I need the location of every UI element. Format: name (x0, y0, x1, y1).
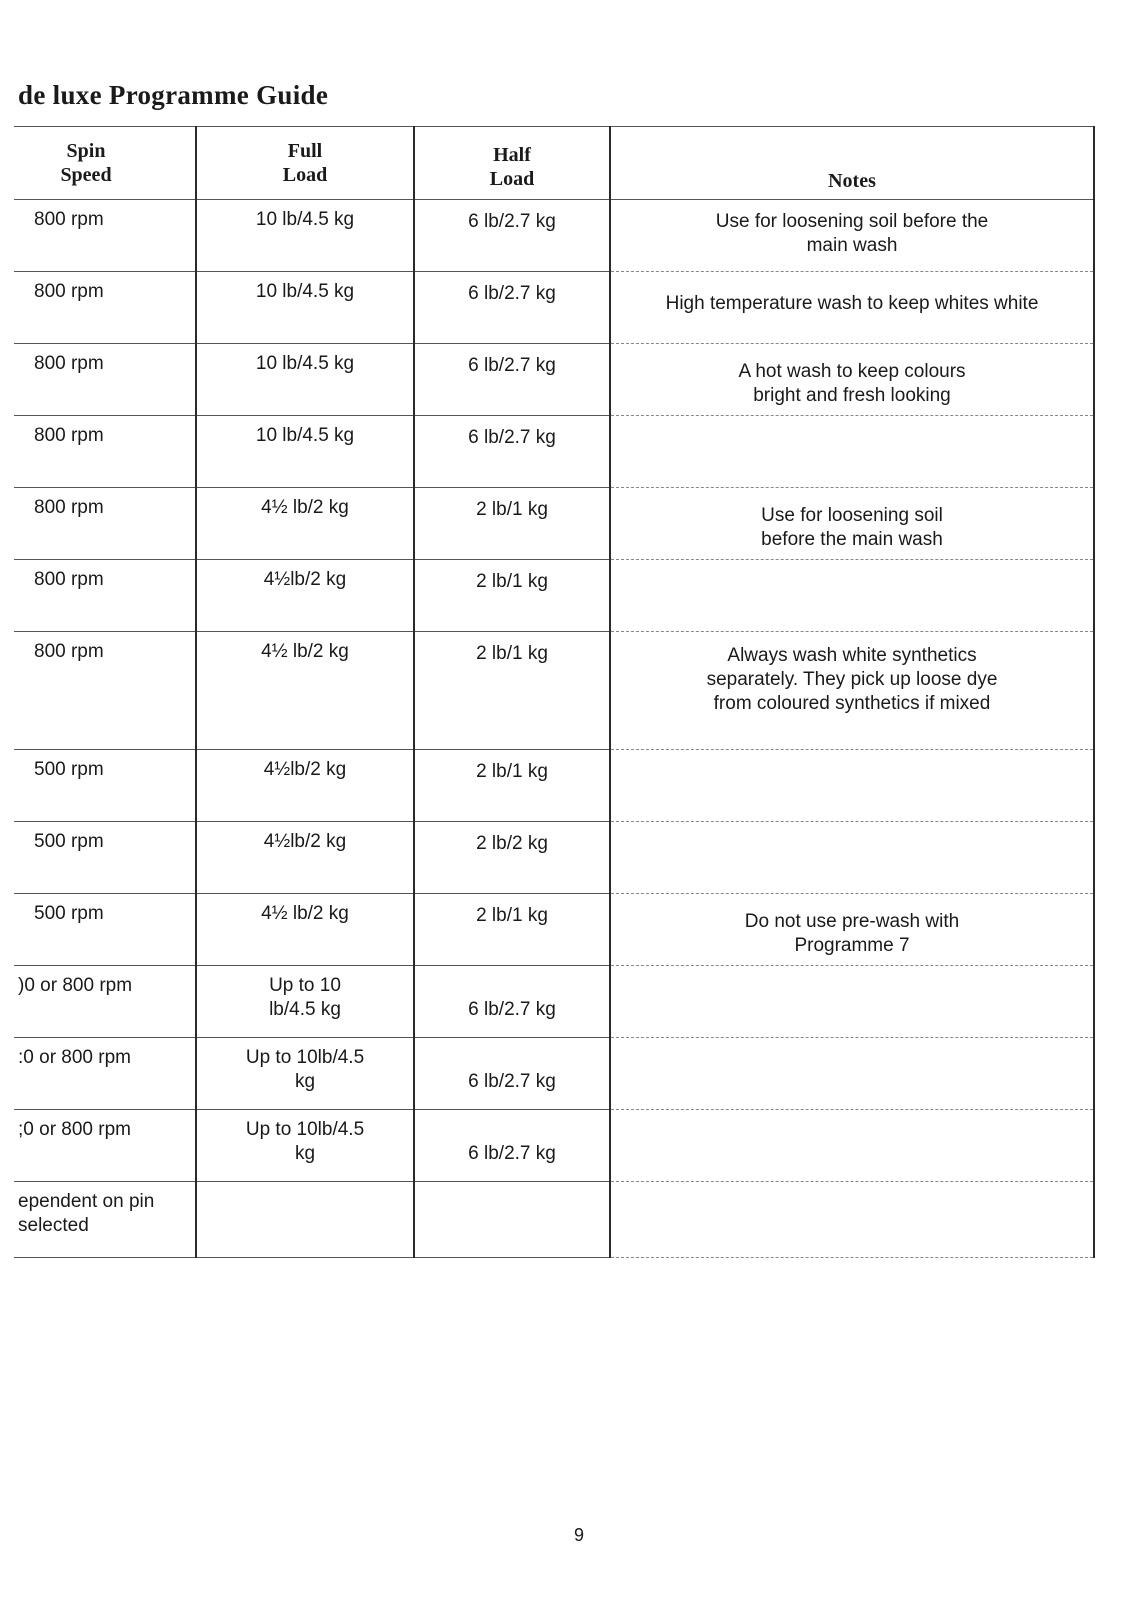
full-load-value: 4½lb/2 kg (263, 831, 347, 852)
full-load-value: 4½ lb/2 kg (261, 497, 349, 518)
spin-speed-value: )0 or 800 rpm (18, 975, 133, 996)
spin-speed-cell (14, 416, 196, 488)
note-text: Use for loosening soil before the main wash (715, 211, 989, 256)
half-load-value: 6 lb/2.7 kg (468, 1071, 556, 1092)
full-load-value (197, 1182, 413, 1190)
half-load-cell (414, 416, 610, 488)
note-text (611, 822, 1093, 832)
full-load-cell (196, 750, 414, 822)
spin-speed-value: 800 rpm (34, 425, 104, 446)
spin-speed-cell (14, 560, 196, 632)
notes-cell (610, 344, 1094, 416)
notes-cell (610, 488, 1094, 560)
table-row (14, 894, 1094, 966)
spin-speed-value: ependent on pin selected (18, 1191, 155, 1236)
page-title: de luxe Programme Guide (18, 80, 329, 110)
notes-cell (610, 1110, 1094, 1182)
half-load-cell (414, 200, 610, 272)
half-load-cell (414, 1038, 610, 1110)
table-header-row (14, 127, 1094, 200)
spin-speed-value: 500 rpm (34, 831, 104, 852)
header-full-load (196, 127, 414, 200)
full-load-value: 10 lb/4.5 kg (255, 353, 355, 374)
full-load-value: Up to 10lb/4.5 kg (245, 1047, 365, 1092)
spin-speed-cell (14, 966, 196, 1038)
notes-cell (610, 894, 1094, 966)
spin-speed-value: 800 rpm (34, 569, 104, 590)
spin-speed-cell (14, 1182, 196, 1258)
half-load-cell (414, 966, 610, 1038)
spin-speed-cell (14, 632, 196, 750)
half-load-cell (414, 750, 610, 822)
full-load-cell (196, 272, 414, 344)
notes-cell (610, 200, 1094, 272)
header-notes (610, 127, 1094, 200)
full-load-value: Up to 10 lb/4.5 kg (269, 975, 341, 1020)
full-load-cell (196, 1038, 414, 1110)
half-load-value: 6 lb/2.7 kg (468, 999, 556, 1020)
notes-cell (610, 750, 1094, 822)
half-load-value: 2 lb/1 kg (476, 571, 548, 592)
full-load-cell (196, 200, 414, 272)
header-spin-speed (14, 127, 196, 200)
note-text (611, 1038, 1093, 1048)
notes-cell (610, 822, 1094, 894)
header-half-load-label: Half Load (489, 144, 535, 190)
header-spin-speed-label: Spin Speed (60, 140, 112, 186)
header-full-load-label: Full Load (282, 140, 328, 186)
spin-speed-cell (14, 750, 196, 822)
table-row (14, 272, 1094, 344)
spin-speed-value: 800 rpm (34, 209, 104, 230)
full-load-value: 10 lb/4.5 kg (255, 425, 355, 446)
note-text (611, 966, 1093, 976)
spin-speed-cell (14, 272, 196, 344)
spin-speed-value: :0 or 800 rpm (18, 1047, 131, 1068)
spin-speed-cell (14, 488, 196, 560)
half-load-value: 2 lb/1 kg (476, 643, 548, 664)
half-load-value: 2 lb/1 kg (476, 761, 548, 782)
spin-speed-value: 500 rpm (34, 903, 104, 924)
table-row (14, 560, 1094, 632)
table-row (14, 488, 1094, 560)
notes-cell (610, 632, 1094, 750)
half-load-value (415, 1182, 609, 1192)
table-row (14, 632, 1094, 750)
note-text: High temperature wash to keep whites white (665, 293, 1039, 314)
half-load-value: 6 lb/2.7 kg (468, 1143, 556, 1164)
header-notes-label: Notes (828, 170, 876, 192)
notes-cell (610, 1182, 1094, 1258)
note-text (611, 416, 1093, 426)
note-text (611, 1182, 1093, 1192)
page-number: 9 (574, 1525, 585, 1545)
full-load-value: 4½lb/2 kg (263, 759, 347, 780)
half-load-value: 2 lb/1 kg (476, 499, 548, 520)
table-row (14, 750, 1094, 822)
half-load-cell (414, 1110, 610, 1182)
spin-speed-value: 800 rpm (34, 353, 104, 374)
full-load-cell (196, 966, 414, 1038)
table-row (14, 966, 1094, 1038)
full-load-value: 10 lb/4.5 kg (255, 281, 355, 302)
table-row (14, 1182, 1094, 1258)
spin-speed-cell (14, 344, 196, 416)
full-load-cell (196, 416, 414, 488)
spin-speed-cell (14, 894, 196, 966)
spin-speed-cell (14, 1038, 196, 1110)
full-load-cell (196, 632, 414, 750)
table-row (14, 1110, 1094, 1182)
full-load-value: Up to 10lb/4.5 kg (245, 1119, 365, 1164)
half-load-cell (414, 1182, 610, 1258)
table-row (14, 416, 1094, 488)
half-load-value: 2 lb/2 kg (476, 833, 548, 854)
half-load-cell (414, 822, 610, 894)
full-load-cell (196, 1110, 414, 1182)
spin-speed-value: 800 rpm (34, 641, 104, 662)
half-load-value: 6 lb/2.7 kg (468, 211, 556, 232)
full-load-value: 10 lb/4.5 kg (255, 209, 355, 230)
programme-guide-table (14, 126, 1095, 1258)
table-row (14, 200, 1094, 272)
table-row (14, 822, 1094, 894)
notes-cell (610, 272, 1094, 344)
table-row (14, 1038, 1094, 1110)
half-load-cell (414, 560, 610, 632)
full-load-cell (196, 1182, 414, 1258)
half-load-cell (414, 272, 610, 344)
spin-speed-cell (14, 1110, 196, 1182)
half-load-value: 6 lb/2.7 kg (468, 427, 556, 448)
full-load-value: 4½ lb/2 kg (261, 641, 349, 662)
spin-speed-cell (14, 200, 196, 272)
full-load-cell (196, 894, 414, 966)
notes-cell (610, 1038, 1094, 1110)
note-text: Use for loosening soil before the main wash (761, 505, 943, 550)
full-load-value: 4½ lb/2 kg (261, 903, 349, 924)
full-load-cell (196, 560, 414, 632)
note-text (611, 1110, 1093, 1120)
note-text: Do not use pre-wash with Programme 7 (744, 911, 960, 956)
half-load-cell (414, 894, 610, 966)
spin-speed-value: 800 rpm (34, 281, 104, 302)
notes-cell (610, 416, 1094, 488)
half-load-cell (414, 488, 610, 560)
note-text (611, 750, 1093, 760)
table-row (14, 344, 1094, 416)
spin-speed-value: 800 rpm (34, 497, 104, 518)
half-load-cell (414, 632, 610, 750)
spin-speed-value: 500 rpm (34, 759, 104, 780)
spin-speed-cell (14, 822, 196, 894)
half-load-value: 6 lb/2.7 kg (468, 355, 556, 376)
spin-speed-value: ;0 or 800 rpm (18, 1119, 131, 1140)
header-half-load (414, 127, 610, 200)
half-load-cell (414, 344, 610, 416)
full-load-cell (196, 822, 414, 894)
notes-cell (610, 966, 1094, 1038)
notes-cell (610, 560, 1094, 632)
note-text: Always wash white synthetics separately. They pick up loose dye from coloured synthetics if mixed (706, 645, 998, 714)
note-text (611, 560, 1093, 570)
full-load-value: 4½lb/2 kg (263, 569, 347, 590)
full-load-cell (196, 488, 414, 560)
half-load-value: 6 lb/2.7 kg (468, 283, 556, 304)
full-load-cell (196, 344, 414, 416)
half-load-value: 2 lb/1 kg (476, 905, 548, 926)
note-text: A hot wash to keep colours bright and fresh looking (738, 361, 966, 406)
